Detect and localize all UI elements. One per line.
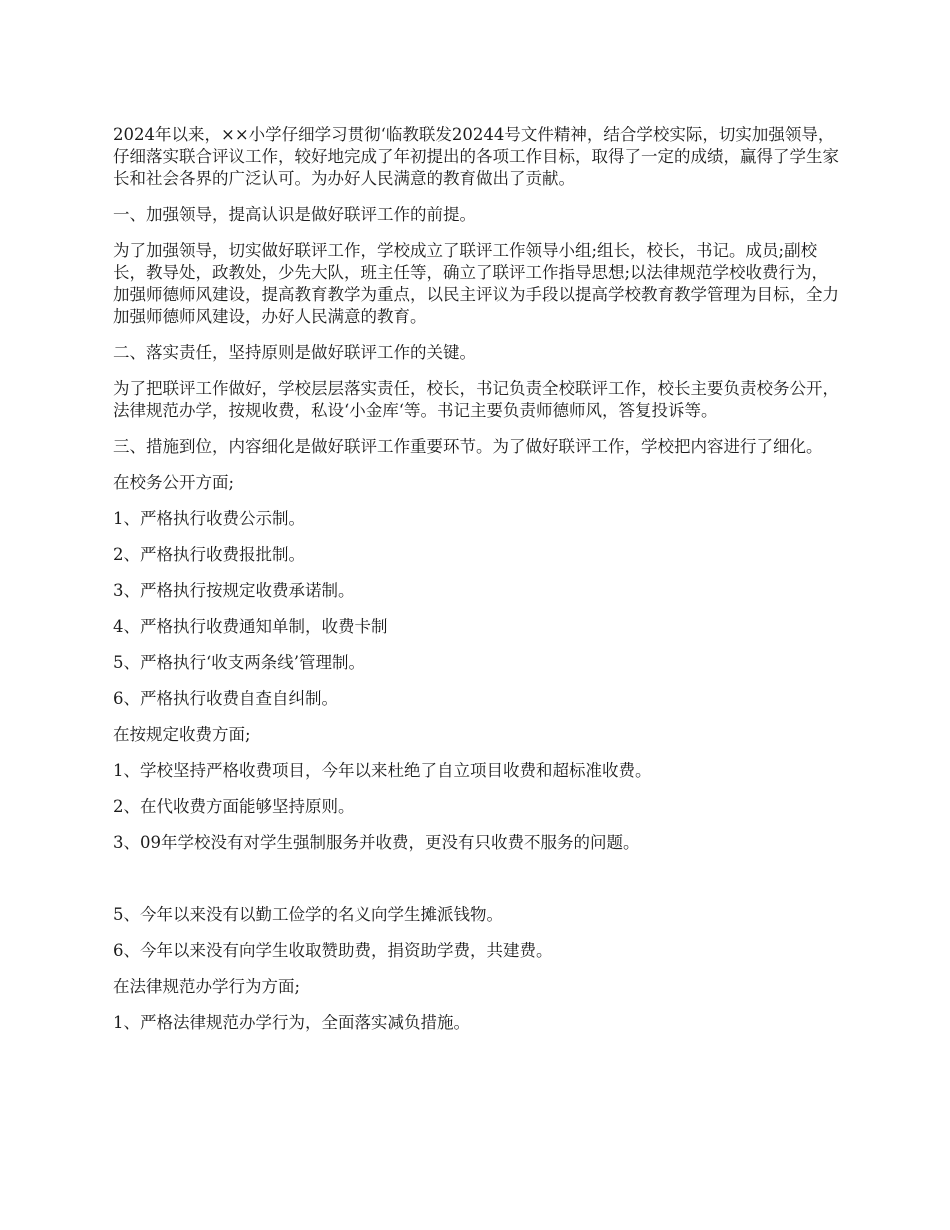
list-item: 6、严格执行收费自查自纠制。 bbox=[113, 689, 338, 708]
blank-line bbox=[113, 868, 839, 904]
list-item: 5、严格执行‘收支两条线’管理制。 bbox=[113, 653, 365, 672]
section-heading-1: 一、加强领导，提高认识是做好联评工作的前提。 bbox=[113, 205, 476, 224]
list-item: 5、今年以来没有以勤工俭学的名义向学生摊派钱物。 bbox=[113, 905, 503, 924]
subsection-heading: 在按规定收费方面; bbox=[113, 725, 251, 744]
subsection-heading: 在法律规范办学行为方面; bbox=[113, 977, 301, 996]
list-item: 6、今年以来没有向学生收取赞助费，捐资助学费，共建费。 bbox=[113, 941, 553, 960]
subsection-heading: 在校务公开方面; bbox=[113, 473, 235, 492]
list-item: 3、严格执行按规定收费承诺制。 bbox=[113, 581, 355, 600]
list-item: 3、09年学校没有对学生强制服务并收费，更没有只收费不服务的问题。 bbox=[113, 833, 640, 852]
list-item: 2、严格执行收费报批制。 bbox=[113, 545, 305, 564]
intro-paragraph: 2024年以来，××小学仔细学习贯彻‘临教联发20244号文件精神，结合学校实际，切实加强领导，仔细落实联合评议工作，较好地完成了年初提出的各项工作目标，取得了一定的成绩，赢得了学生家长和社会各界的广泛认可。为办好人民满意的教育做出了贡献。 bbox=[113, 125, 839, 188]
list-item: 1、严格法律规范办学行为，全面落实减负措施。 bbox=[113, 1013, 470, 1032]
section-1-paragraph: 为了加强领导，切实做好联评工作，学校成立了联评工作领导小组;组长，校长，书记。成员;副校长，教导处，政教处，少先大队，班主任等，确立了联评工作指导思想;以法律规范学校收费行为，加强师德师风建设，提高教育教学为重点，以民主评议为手段以提高学校教育教学管理为目标，全力加强师德师风建设，办好人民满意的教育。 bbox=[113, 241, 839, 326]
section-2-paragraph: 为了把联评工作做好，学校层层落实责任，校长，书记负责全校联评工作，校长主要负责校务公开，法律规范办学，按规收费，私设‘小金库‘等。书记主要负责师德师风，答复投诉等。 bbox=[113, 379, 839, 420]
document-body bbox=[113, 124, 839, 1048]
list-item: 1、学校坚持严格收费项目，今年以来杜绝了自立项目收费和超标准收费。 bbox=[113, 761, 652, 780]
section-heading-2: 二、落实责任，坚持原则是做好联评工作的关键。 bbox=[113, 343, 476, 362]
list-item: 2、在代收费方面能够坚持原则。 bbox=[113, 797, 355, 816]
section-heading-3: 三、措施到位，内容细化是做好联评工作重要环节。为了做好联评工作，学校把内容进行了细化。 bbox=[113, 437, 823, 456]
list-item: 1、严格执行收费公示制。 bbox=[113, 509, 305, 528]
list-item: 4、严格执行收费通知单制，收费卡制 bbox=[113, 617, 388, 636]
